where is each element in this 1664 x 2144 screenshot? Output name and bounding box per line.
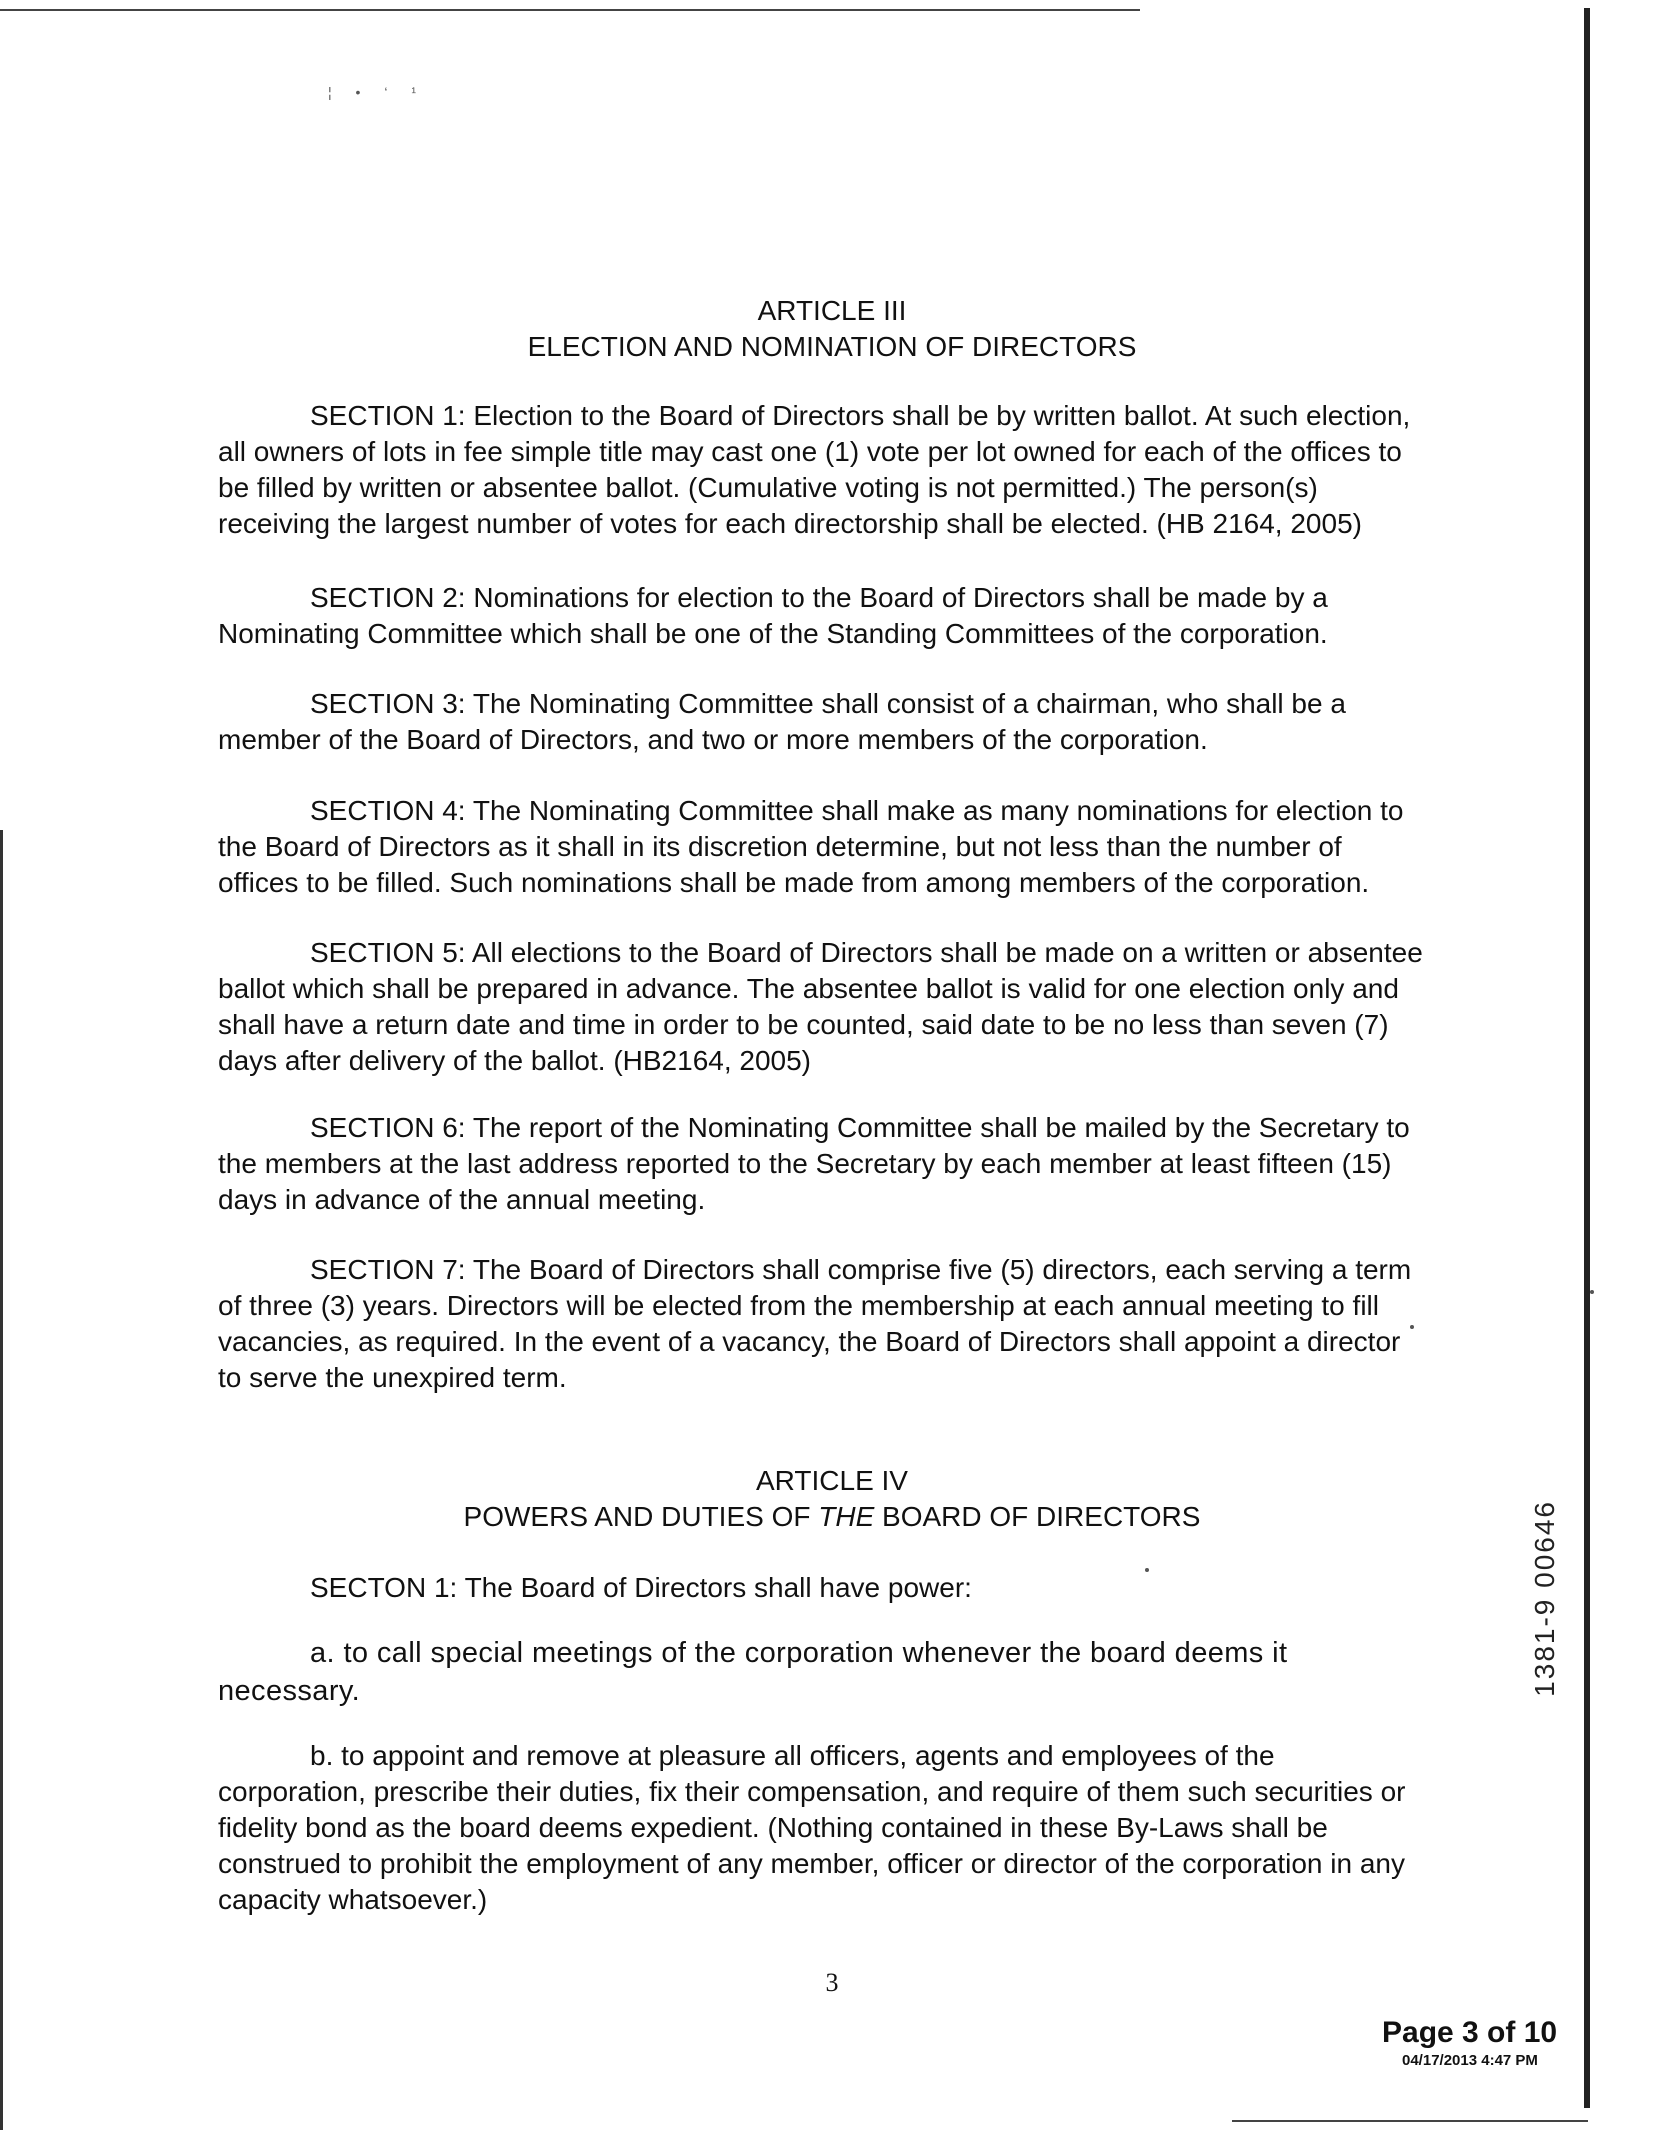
page-number: 3	[825, 1968, 839, 1997]
page-count-label: Page 3 of 10	[1382, 2016, 1558, 2049]
article-3-section-7: SECTION 7: The Board of Directors shall comprise five (5) directors, each serving a term of three (3) years. Directors will be elected from the membership at each annual meeting to fill vacancies, as required. In the event of a vacancy, the Board of Directors shall appoint a director to serve the unexpired term.	[218, 1254, 1412, 1393]
scan-marks: ¦ • ‘ ¹	[328, 84, 426, 100]
article-4-title: ARTICLE IV	[756, 1465, 908, 1496]
article-3-section-3: SECTION 3: The Nominating Committee shall consist of a chairman, who shall be a member of the Board of Directors, and two or more members of the corporation.	[218, 688, 1346, 755]
article-4-section-1: SECTON 1: The Board of Directors shall have power:	[310, 1572, 972, 1603]
print-timestamp: 04/17/2013 4:47 PM	[1402, 2052, 1538, 2069]
article-4-subtitle: POWERS AND DUTIES OF THE BOARD OF DIRECTORS	[463, 1501, 1201, 1532]
article-3-section-4: SECTION 4: The Nominating Committee shall make as many nominations for election to the Board of Directors as it shall in its discretion determine, but not less than the number of offices to be filled. Such nominations shall be made from among members of the corporation.	[218, 795, 1404, 898]
article-4-item-a: a. to call special meetings of the corporation whenever the board deems it necessary.	[218, 1637, 1288, 1707]
article-3-title: ARTICLE III	[757, 295, 907, 326]
recording-stamp: 1381-9 00646	[1529, 1500, 1560, 1697]
bottom-edge-rule	[1232, 2120, 1588, 2122]
article-3-section-1: SECTION 1: Election to the Board of Directors shall be by written ballot. At such election, all owners of lots in fee simple title may cast one (1) vote per lot owned for each of the offices to be filled by written or absentee ballot. (Cumulative voting is not permitted.) The person(s) receiving the largest number of votes for each directorship shall be elected. (HB 2164, 2005)	[218, 400, 1411, 539]
article-3-section-5: SECTION 5: All elections to the Board of Directors shall be made on a written or absentee ballot which shall be prepared in advance. The absentee ballot is valid for one election only and shall have a return date and time in order to be counted, said date to be no less than seven (7) days after delivery of the ballot. (HB2164, 2005)	[218, 937, 1423, 1076]
scan-speck	[1590, 1290, 1594, 1294]
article-3-subtitle: ELECTION AND NOMINATION OF DIRECTORS	[527, 331, 1137, 362]
article-4-item-b: b. to appoint and remove at pleasure all officers, agents and employees of the corporation, prescribe their duties, fix their compensation, and require of them such securities or fidelity bond as the board deems expedient. (Nothing contained in these By-Laws shall be construed to prohibit the employment of any member, officer or director of the corporation in any capacity whatsoever.)	[218, 1740, 1406, 1915]
article-3-section-2: SECTION 2: Nominations for election to the Board of Directors shall be made by a Nominating Committee which shall be one of the Standing Committees of the corporation.	[218, 582, 1328, 649]
top-edge-rule	[0, 9, 1140, 11]
article-3-section-6: SECTION 6: The report of the Nominating Committee shall be mailed by the Secretary to the members at the last address reported to the Secretary by each member at least fifteen (15) days in advance of the annual meeting.	[218, 1112, 1410, 1215]
